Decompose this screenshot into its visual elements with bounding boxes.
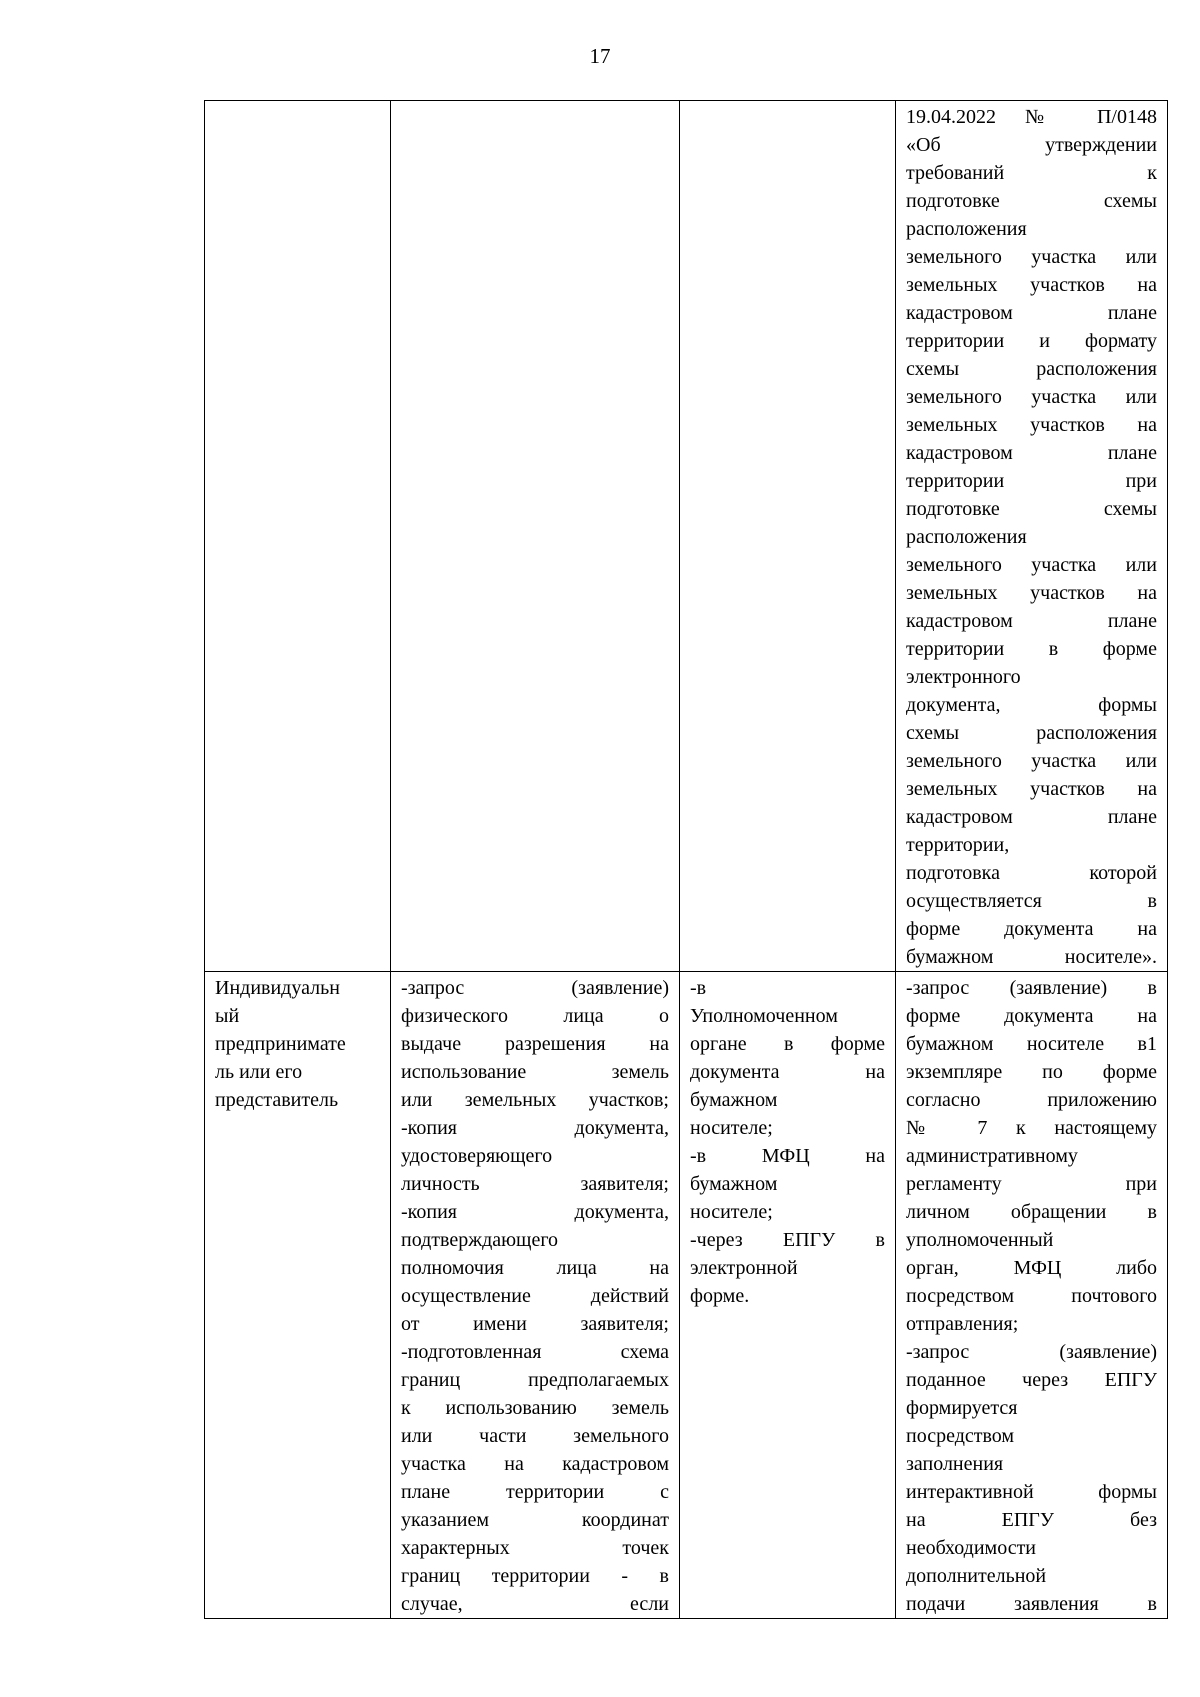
cell-text-line: полномочия лица на	[401, 1257, 669, 1279]
cell-text-line: подготовка которой	[906, 862, 1157, 884]
cell-text-line: интерактивной формы	[906, 1481, 1157, 1503]
cell-text-line: -копия документа,	[401, 1201, 669, 1223]
table-cell-documents	[391, 972, 680, 1619]
cell-text-line: плане территории с	[401, 1481, 669, 1503]
cell-text-line: земельного участка или	[906, 554, 1157, 576]
cell-text-line: носителе;	[690, 1201, 773, 1223]
cell-text-line: на ЕПГУ без	[906, 1509, 1157, 1531]
table-cell-applicant	[205, 972, 391, 1619]
table-row	[205, 972, 1168, 1619]
cell-text-line: территории в форме	[906, 638, 1157, 660]
cell-lines	[906, 974, 1157, 1618]
cell-text-line: или земельных участков;	[401, 1089, 669, 1111]
cell-text-line: или части земельного	[401, 1425, 669, 1447]
cell-text-line: кадастровом плане	[906, 442, 1157, 464]
table-cell-documents	[391, 101, 680, 972]
cell-text-line: земельных участков на	[906, 274, 1157, 296]
cell-text-line: ый	[215, 1005, 240, 1027]
cell-text-line: заполнения	[906, 1453, 1004, 1475]
cell-text-line: подачи заявления в	[906, 1593, 1157, 1615]
cell-text-line: органе в форме	[690, 1033, 885, 1055]
cell-text-line: -запрос (заявление)	[906, 1341, 1157, 1363]
cell-text-line: посредством	[906, 1425, 1015, 1447]
cell-text-line: осуществляется в	[906, 890, 1157, 912]
cell-text-line: документа, формы	[906, 694, 1157, 716]
cell-text-line: -запрос (заявление)	[401, 977, 669, 999]
cell-lines	[906, 103, 1157, 971]
cell-text-line: № 7 к настоящему	[906, 1117, 1157, 1139]
cell-text-line: личном обращении в	[906, 1201, 1157, 1223]
cell-text-line: носителе;	[690, 1117, 773, 1139]
services-table	[204, 100, 1168, 1619]
cell-text-line: Уполномоченном	[690, 1005, 838, 1027]
table-cell-requirements	[896, 101, 1168, 972]
cell-text-line: представитель	[215, 1089, 339, 1111]
cell-text-line: форме документа на	[906, 1005, 1157, 1027]
cell-text-line: форме.	[690, 1285, 750, 1307]
cell-text-line: дополнительной	[906, 1565, 1047, 1587]
cell-text-line: схемы расположения	[906, 722, 1157, 744]
cell-text-line: удостоверяющего	[401, 1145, 553, 1167]
cell-lines	[401, 974, 669, 1618]
cell-text-line: земельного участка или	[906, 386, 1157, 408]
cell-text-line: земельных участков на	[906, 582, 1157, 604]
cell-text-line: земельных участков на	[906, 414, 1157, 436]
cell-lines	[215, 974, 380, 1114]
table-cell-requirements	[896, 972, 1168, 1619]
cell-text-line: -в МФЦ на	[690, 1145, 885, 1167]
cell-text-line: расположения	[906, 526, 1027, 548]
cell-text-line: форме документа на	[906, 918, 1157, 940]
cell-text-line: -копия документа,	[401, 1117, 669, 1139]
cell-text-line: от имени заявителя;	[401, 1313, 669, 1335]
cell-text-line: кадастровом плане	[906, 610, 1157, 632]
cell-text-line: административному	[906, 1145, 1078, 1167]
cell-text-line: характерных точек	[401, 1537, 669, 1559]
cell-text-line: формируется	[906, 1397, 1018, 1419]
cell-text-line: бумажном носителе в1	[906, 1033, 1157, 1055]
cell-text-line: территории и формату	[906, 330, 1157, 352]
cell-text-line: регламенту при	[906, 1173, 1157, 1195]
cell-text-line: необходимости	[906, 1537, 1037, 1559]
table-cell-submission-method	[680, 972, 896, 1619]
cell-text-line: границ территории - в	[401, 1565, 669, 1587]
table-cell-applicant	[205, 101, 391, 972]
cell-text-line: отправления;	[906, 1313, 1019, 1335]
cell-text-line: случае, если	[401, 1593, 669, 1615]
cell-text-line: Индивидуальн	[215, 977, 340, 999]
cell-text-line: предпринимате	[215, 1033, 346, 1055]
table-cell-submission-method	[680, 101, 896, 972]
cell-text-line: кадастровом плане	[906, 806, 1157, 828]
cell-text-line: территории при	[906, 470, 1157, 492]
cell-text-line: территории,	[906, 834, 1010, 856]
cell-text-line: выдаче разрешения на	[401, 1033, 669, 1055]
cell-text-line: электронного	[906, 666, 1021, 688]
cell-text-line: документа на	[690, 1061, 885, 1083]
cell-text-line: к использованию земель	[401, 1397, 669, 1419]
cell-text-line: бумажном носителе».	[906, 946, 1157, 968]
cell-text-line: электронной	[690, 1257, 798, 1279]
cell-text-line: бумажном	[690, 1089, 778, 1111]
cell-text-line: использование земель	[401, 1061, 669, 1083]
cell-lines	[690, 974, 885, 1310]
cell-text-line: посредством почтового	[906, 1285, 1157, 1307]
cell-text-line: указанием координат	[401, 1509, 669, 1531]
cell-text-line: участка на кадастровом	[401, 1453, 669, 1475]
cell-text-line: согласно приложению	[906, 1089, 1157, 1111]
cell-text-line: кадастровом плане	[906, 302, 1157, 324]
cell-text-line: подготовке схемы	[906, 190, 1157, 212]
cell-text-line: земельного участка или	[906, 750, 1157, 772]
cell-text-line: требований к	[906, 162, 1157, 184]
cell-text-line: расположения	[906, 218, 1027, 240]
cell-text-line: -подготовленная схема	[401, 1341, 669, 1363]
cell-text-line: -в	[690, 977, 707, 999]
cell-text-line: поданное через ЕПГУ	[906, 1369, 1157, 1391]
cell-text-line: земельного участка или	[906, 246, 1157, 268]
cell-text-line: осуществление действий	[401, 1285, 669, 1307]
cell-text-line: подготовке схемы	[906, 498, 1157, 520]
page-number: 17	[589, 44, 611, 68]
cell-text-line: земельных участков на	[906, 778, 1157, 800]
cell-text-line: «Об утверждении	[906, 134, 1157, 156]
cell-text-line: границ предполагаемых	[401, 1369, 669, 1391]
cell-text-line: подтверждающего	[401, 1229, 559, 1251]
cell-text-line: -запрос (заявление) в	[906, 977, 1157, 999]
cell-text-line: -через ЕПГУ в	[690, 1229, 885, 1251]
cell-text-line: бумажном	[690, 1173, 778, 1195]
cell-text-line: 19.04.2022 № П/0148	[906, 106, 1157, 128]
cell-text-line: личность заявителя;	[401, 1173, 669, 1195]
cell-text-line: уполномоченный	[906, 1229, 1054, 1251]
cell-text-line: физического лица о	[401, 1005, 669, 1027]
table-row	[205, 101, 1168, 972]
cell-text-line: схемы расположения	[906, 358, 1157, 380]
cell-text-line: экземпляре по форме	[906, 1061, 1157, 1083]
cell-text-line: орган, МФЦ либо	[906, 1257, 1157, 1279]
cell-text-line: ль или его	[215, 1061, 303, 1083]
